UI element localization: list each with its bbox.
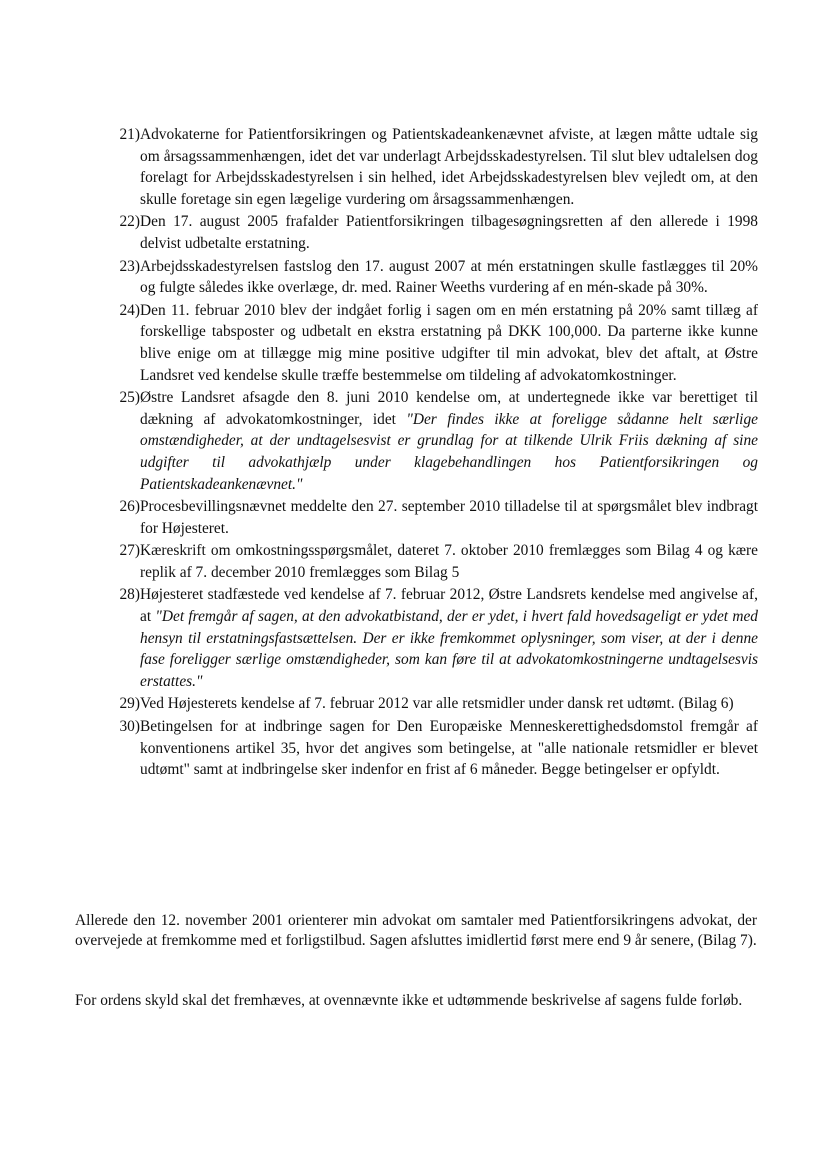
- item-text: Ved Højesterets kendelse af 7. februar 2012 var alle retsmidler under dansk ret udtømt. (Bilag 6): [140, 695, 734, 713]
- item-number: 24): [119, 301, 140, 319]
- item-number: 25): [119, 389, 140, 407]
- item-text-plain: Østre Landsret afsagde den 8. juni 2010 kendelse om, at undertegnede ikke var berettiget til dækning af advokatomkostninger, idet: [140, 389, 758, 428]
- item-number: 22): [119, 213, 140, 231]
- list-item-24: [106, 300, 758, 386]
- paragraph-closing-note: For ordens skyld skal det fremhæves, at ovennævnte ikke et udtømmende beskrivelse af sagens fulde forløb.: [75, 992, 743, 1009]
- item-text: Den 11. februar 2010 blev der indgået forlig i sagen om en mén erstatning på 20% samt tillæg af forskellige tabsposter og udbetalt en ekstra erstatning på DKK 100,000. Da parterne ikke kunne blive enige om at tillægge mig mine positive udgifter til min advokat, blev det aftalt, at Østre Landsret ved kendelse skulle træffe bestemmelse om tildeling af advokatomkostninger.: [140, 301, 758, 384]
- list-item-28: [106, 584, 758, 692]
- item-number: 28): [119, 586, 140, 604]
- item-number: 30): [119, 718, 140, 736]
- item-text: Kæreskrift om omkostningsspørgsmålet, dateret 7. oktober 2010 fremlægges som Bilag 4 og kære replik af 7. december 2010 fremlægges som Bilag 5: [140, 542, 758, 581]
- list-item-22: [106, 211, 758, 254]
- list-item-26: [106, 496, 758, 539]
- item-number: 29): [119, 695, 140, 713]
- item-number: 27): [119, 542, 140, 560]
- numbered-list: [106, 124, 758, 782]
- item-text: [140, 584, 758, 692]
- item-text-plain: Højesteret stadfæstede ved kendelse af 7. februar 2012, Østre Landsrets kendelse med angivelse af, at: [140, 586, 758, 626]
- list-item-30: [106, 716, 758, 781]
- item-number: 26): [119, 498, 140, 516]
- list-item-23: [106, 256, 758, 299]
- item-text: Betingelsen for at indbringe sagen for Den Europæiske Menneskerettighedsdomstol fremgår af konventionens artikel 35, hvor det angives som betingelse, at "alle nationale retsmidler er blevet udtømt" samt at indbringelse sker indenfor en frist af 6 måneder. Begge betingelser er opfyldt.: [140, 718, 758, 779]
- item-text: Den 17. august 2005 frafalder Patientforsikringen tilbagesøgningsretten af den allerede i 1998 delvist udbetalte erstatning.: [140, 213, 758, 252]
- item-text: Advokaterne for Patientforsikringen og Patientskadeankenævnet afviste, at lægen måtte udtale sig om årsagssammenhængen, idet det var underlagt Arbejdsskadestyrelsen. Til slut blev udtalelsen dog forelagt for Arbejdsskadestyrelsen i sin helhed, idet Arbejdsskadestyrelsen blev vejledt om, at den skulle foretage sin egen lægelige vurdering om årsagssammenhængen.: [140, 126, 758, 208]
- item-quote: "Der findes ikke at foreligge sådanne helt særlige omstændigheder, at der undtagelsesvist er grundlag for at tilkende Ulrik Friis dækning af sine udgifter til advokathjælp under klagebehandlingen hos Patientforsikringen og Patientskadeankenævnet.": [140, 410, 758, 493]
- item-text: Arbejdsskadestyrelsen fastslog den 17. august 2007 at mén erstatningen skulle fastlægges til 20% og fulgte således ikke overlæge, dr. med. Rainer Weeths vurdering af en mén-skade på 30%.: [140, 257, 758, 297]
- list-item-27: [106, 540, 758, 583]
- paragraph-advokat-orientering: Allerede den 12. november 2001 orienterer min advokat om samtaler med Patientforsikringens advokat, der overvejede at fremkomme med et forligstilbud. Sagen afsluttes imidlertid først mere end 9 år senere, (Bilag 7).: [75, 912, 757, 949]
- list-item-21: [106, 124, 758, 210]
- item-number: 23): [119, 257, 140, 275]
- item-quote: "Det fremgår af sagen, at den advokatbistand, der er ydet, i hvert fald hovedsageligt er ydet med hensyn til erstatningsfastsættelsen. Der er ikke fremkommet oplysninger, som viser, at der i denne fase foreligger særlige omstændigheder, som kan føre til at advokatomkostningerne undtagelsesvis erstattes.": [140, 608, 758, 690]
- item-text: Procesbevillingsnævnet meddelte den 27. september 2010 tilladelse til at spørgsmålet blev indbragt for Højesteret.: [140, 498, 758, 537]
- item-text: [140, 387, 758, 495]
- item-number: 21): [119, 126, 140, 143]
- list-item-29: [106, 693, 758, 715]
- list-item-25: [106, 387, 758, 495]
